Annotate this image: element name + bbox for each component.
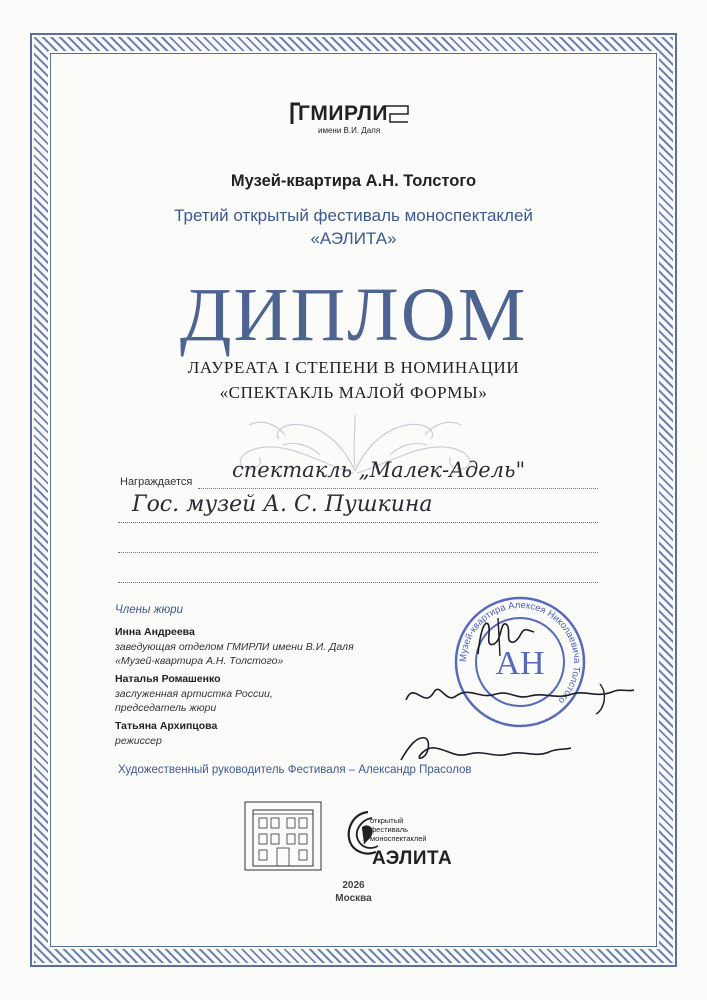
museum-title: Музей-квартира А.Н. Толстого xyxy=(230,172,477,190)
award-line-4 xyxy=(118,582,598,583)
aelita-festival-logo xyxy=(342,808,472,874)
stamp-monogram: АН xyxy=(495,645,545,682)
aelita-logo-line1: открытый xyxy=(370,816,404,825)
handwritten-award-1: спектакль „Малек-Адель" xyxy=(232,458,526,482)
nomination-line1: ЛАУРЕАТА I СТЕПЕНИ В НОМИНАЦИИ xyxy=(187,358,520,377)
handwritten-award-2: Гос. музей А. С. Пушкина xyxy=(132,492,433,517)
gmirli-logo-subtitle: имени В.И. Даля xyxy=(318,126,381,135)
footer-year: 2026 xyxy=(342,880,365,891)
stamp-ring-text: Музей-квартира Алексея Николаевича Толстого xyxy=(457,599,583,706)
festival-title-line1: Третий открытый фестиваль моноспектаклей xyxy=(174,206,533,225)
building-emblem xyxy=(243,800,323,872)
jury-member-name: Инна Андреева xyxy=(115,626,195,638)
signature-andreeva xyxy=(470,614,540,662)
diploma-title: ДИПЛОМ xyxy=(179,273,528,357)
award-line-3 xyxy=(118,552,598,553)
aelita-logo-line2: фестиваль xyxy=(370,825,409,834)
signature-romashenko xyxy=(400,670,640,720)
jury-heading: Члены жюри xyxy=(115,604,183,616)
awarded-label: Награждается xyxy=(120,476,193,488)
jury-member-name: Татьяна Архипцова xyxy=(115,720,218,732)
jury-member-name: Наталья Ромашенко xyxy=(115,673,221,685)
gmirli-logo xyxy=(290,100,420,140)
jury-member-role: режиссер xyxy=(115,735,162,747)
jury-member-role: председатель жюри xyxy=(115,702,217,714)
award-line-1 xyxy=(198,488,598,489)
footer-city: Москва xyxy=(335,893,372,904)
aelita-logo-name: АЭЛИТА xyxy=(372,848,453,869)
jury-member-role: заслуженная артистка России, xyxy=(115,688,273,700)
aelita-logo-line3: моноспектаклей xyxy=(370,834,427,843)
art-director-line: Художественный руководитель Фестиваля – Александр Прасолов xyxy=(118,764,472,776)
jury-member-role: заведующая отделом ГМИРЛИ имени В.И. Даля xyxy=(115,641,354,653)
jury-member-role: «Музей-квартира А.Н. Толстого» xyxy=(115,655,284,667)
nomination-line2: «СПЕКТАКЛЬ МАЛОЙ ФОРМЫ» xyxy=(219,383,488,402)
gmirli-logo-text: ГМИРЛИ xyxy=(298,102,389,125)
festival-title-line2: «АЭЛИТА» xyxy=(310,229,397,248)
award-line-2 xyxy=(118,522,598,523)
